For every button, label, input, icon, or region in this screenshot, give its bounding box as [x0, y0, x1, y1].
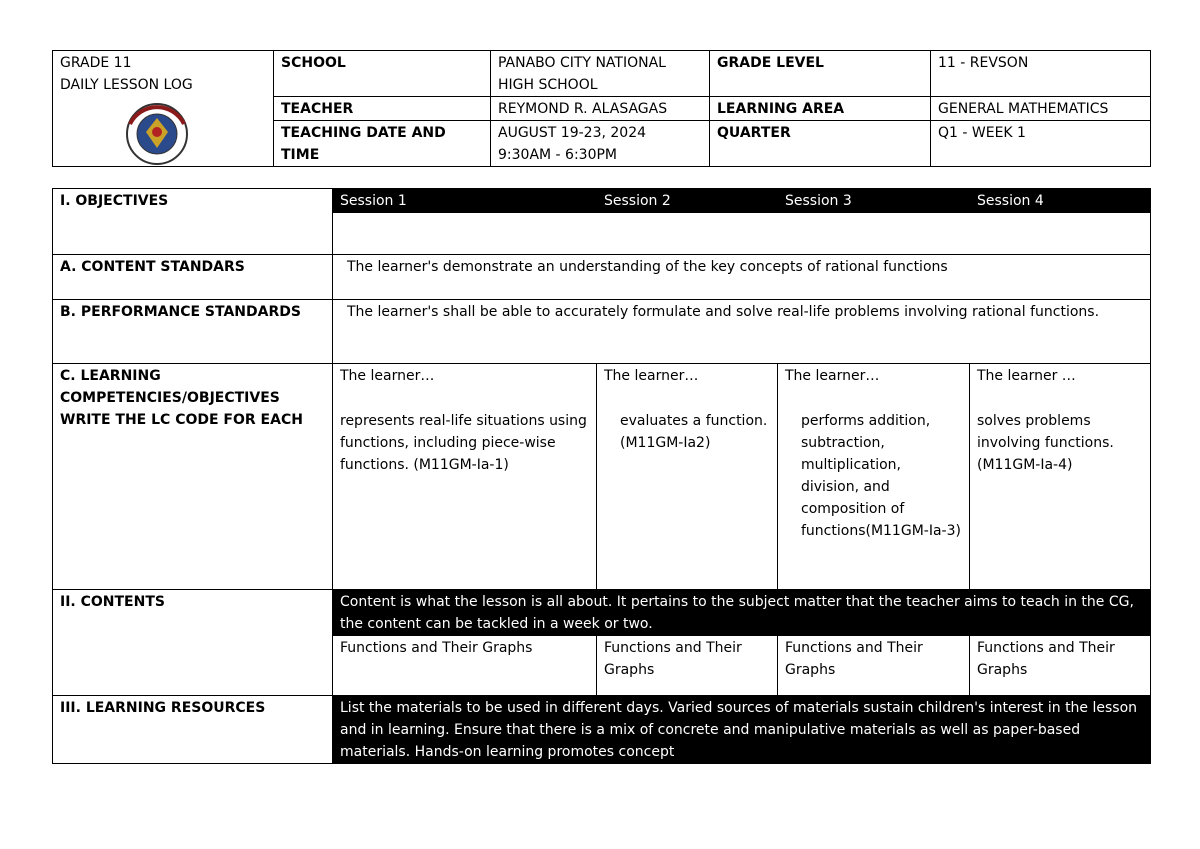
grade-cell [53, 51, 274, 167]
teacher-label: TEACHER [274, 97, 491, 121]
competency-session-4 [970, 364, 1151, 590]
competency-text: solves problems involving functions. (M11GM-Ia-4) [977, 413, 1114, 473]
competencies-label: C. LEARNING COMPETENCIES/OBJECTIVES WRITE THE LC CODE FOR EACH [53, 364, 333, 590]
session-2-header: Session 2 [597, 189, 778, 213]
contents-description: Content is what the lesson is all about. It pertains to the subject matter that the teacher aims to teach in the CG, the content can be tackled in a week or two. [333, 590, 1151, 636]
competency-text: performs addition, subtraction, multiplication, division, and composition of functions(M11GM-Ia-3) [801, 413, 961, 539]
resources-label: III. LEARNING RESOURCES [53, 696, 333, 764]
school-value: PANABO CITY NATIONAL HIGH SCHOOL [491, 51, 710, 97]
competency-session-3 [778, 364, 970, 590]
date-label: TEACHING DATE AND TIME [274, 121, 491, 167]
competency-session-2 [597, 364, 778, 590]
objectives-label: I. OBJECTIVES [53, 189, 333, 255]
quarter-value: Q1 - WEEK 1 [931, 121, 1151, 167]
competency-text: represents real-life situations using functions, including piece-wise functions. (M11GM-Ia-1) [340, 413, 587, 473]
content-standards-text: The learner's demonstrate an understanding of the key concepts of rational functions [333, 255, 1151, 300]
log-title: DAILY LESSON LOG [60, 77, 193, 93]
competency-lead: The learner … [977, 368, 1076, 384]
grade-level-value: 11 - REVSON [931, 51, 1151, 97]
contents-topic-2: Functions and Their Graphs [597, 636, 778, 696]
resources-description: List the materials to be used in different days. Varied sources of materials sustain children's interest in the lesson and in learning. Ensure that there is a mix of concrete and manipulative materials as well as paper-based materials. Hands-on learning promotes concept [333, 696, 1151, 764]
contents-topic-1: Functions and Their Graphs [333, 636, 597, 696]
teacher-value: REYMOND R. ALASAGAS [491, 97, 710, 121]
date-line: AUGUST 19-23, 2024 [498, 125, 647, 141]
content-standards-label: A. CONTENT STANDARS [53, 255, 333, 300]
grade-level-label: GRADE LEVEL [710, 51, 931, 97]
competency-session-1 [333, 364, 597, 590]
time-line: 9:30AM - 6:30PM [498, 147, 618, 163]
grade-label: GRADE 11 [60, 55, 132, 71]
deped-seal-logo [110, 102, 204, 166]
performance-standards-text: The learner's shall be able to accurately formulate and solve real-life problems involving rational functions. [333, 300, 1151, 364]
quarter-label: QUARTER [710, 121, 931, 167]
date-value [491, 121, 710, 167]
session-3-header: Session 3 [778, 189, 970, 213]
competency-text: evaluates a function. (M11GM-Ia2) [620, 413, 768, 451]
competency-lead: The learner… [785, 368, 880, 384]
contents-topic-4: Functions and Their Graphs [970, 636, 1151, 696]
contents-label: II. CONTENTS [53, 590, 333, 696]
performance-standards-label: B. PERFORMANCE STANDARDS [53, 300, 333, 364]
contents-topic-3: Functions and Their Graphs [778, 636, 970, 696]
session-4-header: Session 4 [970, 189, 1151, 213]
learning-area-value: GENERAL MATHEMATICS [931, 97, 1151, 121]
lesson-table [52, 188, 1151, 764]
school-label: SCHOOL [274, 51, 491, 97]
competency-lead: The learner… [604, 368, 699, 384]
objectives-empty-row [333, 213, 1151, 255]
learning-area-label: LEARNING AREA [710, 97, 931, 121]
competency-lead: The learner… [340, 368, 435, 384]
session-1-header: Session 1 [333, 189, 597, 213]
header-table [52, 50, 1151, 167]
